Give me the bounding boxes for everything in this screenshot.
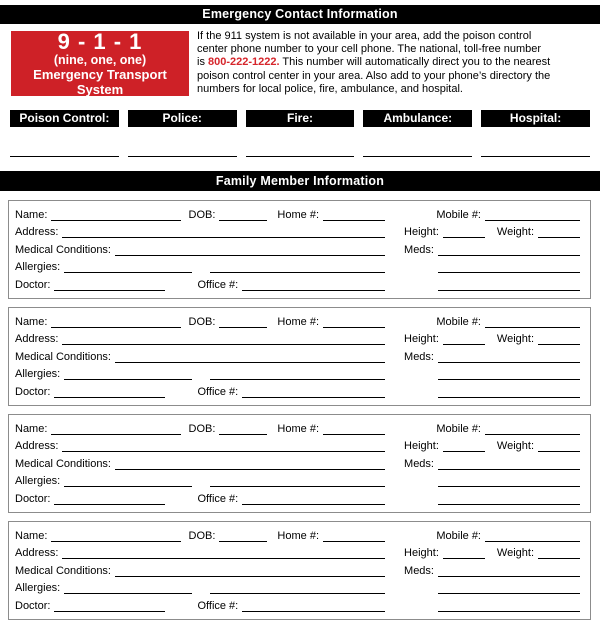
dob-blank-line: [219, 433, 267, 435]
member-row-doctor: [15, 490, 580, 508]
weight-blank-line: [538, 343, 580, 345]
meds-extra-blank-line: [438, 485, 580, 487]
member-row-medical: [15, 241, 580, 259]
member-row-address: [15, 438, 580, 456]
name-label: Name:: [15, 529, 48, 542]
name-blank-line: [51, 219, 180, 221]
family-member-header-title: Family Member Information: [215, 174, 385, 188]
member-row-name: [15, 206, 580, 224]
family-member-block: [8, 521, 591, 620]
mobile-phone-label: Mobile #:: [436, 422, 481, 435]
member-row-address: [15, 224, 580, 242]
contact-label-police: Police:: [128, 110, 237, 127]
member-row-medical: [15, 455, 580, 473]
meds-extra-blank-line-2: [438, 396, 580, 398]
meds-blank-line: [438, 254, 580, 256]
dob-label: DOB:: [188, 422, 216, 435]
member-row-allergies: [15, 259, 580, 277]
office-phone-blank-line: [242, 289, 385, 291]
family-member-block: [8, 414, 591, 513]
height-label: Height:: [404, 333, 439, 346]
medical-conditions-blank-line: [115, 575, 385, 577]
weight-label: Weight:: [496, 333, 534, 346]
home-phone-label: Home #:: [277, 422, 319, 435]
emergency-contact-header-title: Emergency Contact Information: [202, 7, 398, 21]
intro-line-3-prefix: is: [197, 56, 208, 69]
intro-line-2: center phone number to your cell phone. The national, toll-free number: [197, 43, 542, 56]
member-row-medical: [15, 562, 580, 580]
weight-blank-line: [538, 236, 580, 238]
contact-label-hospital: Hospital:: [481, 110, 590, 127]
dob-blank-line: [219, 540, 267, 542]
poison-control-phone-number: 800-222-1222.: [208, 56, 280, 69]
height-blank-line: [443, 557, 485, 559]
member-row-allergies: [15, 580, 580, 598]
height-blank-line: [443, 343, 485, 345]
height-label: Height:: [404, 226, 439, 239]
emergency-contact-header-bar: [0, 5, 600, 24]
office-phone-label: Office #:: [197, 278, 239, 291]
office-phone-blank-line: [242, 503, 385, 505]
mobile-phone-blank-line: [485, 540, 580, 542]
contact-label-ambulance: Ambulance:: [363, 110, 472, 127]
height-blank-line: [443, 236, 485, 238]
medical-conditions-label: Medical Conditions:: [15, 243, 111, 256]
doctor-label: Doctor:: [15, 492, 51, 505]
weight-blank-line: [538, 450, 580, 452]
medical-conditions-blank-line: [115, 254, 385, 256]
family-member-block: [8, 307, 591, 406]
medical-conditions-blank-line: [115, 361, 385, 363]
medical-conditions-label: Medical Conditions:: [15, 350, 111, 363]
meds-label: Meds:: [404, 243, 434, 256]
911-card: [11, 31, 189, 96]
allergies-blank-line: [64, 592, 192, 594]
name-blank-line: [51, 326, 180, 328]
dob-label: DOB:: [188, 315, 216, 328]
office-phone-label: Office #:: [197, 385, 239, 398]
height-label: Height:: [404, 440, 439, 453]
dob-blank-line: [219, 326, 267, 328]
emergency-contacts-label-row: [10, 110, 590, 127]
mobile-phone-label: Mobile #:: [436, 529, 481, 542]
medical-conditions-label: Medical Conditions:: [15, 457, 111, 470]
member-row-doctor: [15, 597, 580, 615]
member-row-name: [15, 527, 580, 545]
allergies-label: Allergies:: [15, 368, 61, 381]
intro-line-3: [197, 56, 597, 69]
office-phone-blank-line: [242, 610, 385, 612]
doctor-label: Doctor:: [15, 278, 51, 291]
home-phone-label: Home #:: [277, 315, 319, 328]
office-phone-label: Office #:: [197, 492, 239, 505]
allergies-extra-blank-line: [210, 485, 385, 487]
address-label: Address:: [15, 333, 59, 346]
member-row-address: [15, 331, 580, 349]
doctor-label: Doctor:: [15, 385, 51, 398]
address-blank-line: [62, 450, 385, 452]
meds-extra-blank-line: [438, 592, 580, 594]
home-phone-label: Home #:: [277, 208, 319, 221]
allergies-label: Allergies:: [15, 475, 61, 488]
height-label: Height:: [404, 547, 439, 560]
member-row-allergies: [15, 366, 580, 384]
home-phone-blank-line: [323, 433, 385, 435]
mobile-phone-blank-line: [485, 326, 580, 328]
home-phone-blank-line: [323, 219, 385, 221]
weight-label: Weight:: [496, 440, 534, 453]
intro-line-3-suffix: This number will automatically direct you to the nearest: [279, 56, 551, 69]
home-phone-blank-line: [323, 540, 385, 542]
family-member-blocks: [8, 200, 591, 623]
meds-blank-line: [438, 361, 580, 363]
mobile-phone-blank-line: [485, 433, 580, 435]
weight-blank-line: [538, 557, 580, 559]
allergies-label: Allergies:: [15, 582, 61, 595]
doctor-blank-line: [54, 289, 165, 291]
family-member-header-bar: [0, 171, 600, 191]
doctor-blank-line: [54, 610, 165, 612]
ambulance-blank-line: [363, 156, 472, 157]
contact-label-poison-control: Poison Control:: [10, 110, 119, 127]
doctor-blank-line: [54, 503, 165, 505]
intro-line-4: poison control center in your area. Also add to your phone’s directory the: [197, 69, 551, 82]
dob-blank-line: [219, 219, 267, 221]
name-blank-line: [51, 540, 180, 542]
weight-label: Weight:: [496, 226, 534, 239]
mobile-phone-label: Mobile #:: [436, 208, 481, 221]
meds-extra-blank-line-2: [438, 610, 580, 612]
911-number: 9 - 1 - 1: [57, 29, 143, 54]
emergency-contacts-blank-line-row: [10, 156, 590, 157]
911-caption: Emergency Transport System: [33, 67, 167, 97]
intro-line-5: numbers for local police, fire, ambulance, and hospital.: [197, 82, 463, 95]
meds-label: Meds:: [404, 457, 434, 470]
mobile-phone-blank-line: [485, 219, 580, 221]
address-blank-line: [62, 343, 385, 345]
address-blank-line: [62, 236, 385, 238]
family-member-block: [8, 200, 591, 299]
address-blank-line: [62, 557, 385, 559]
dob-label: DOB:: [188, 529, 216, 542]
member-row-doctor: [15, 383, 580, 401]
office-phone-blank-line: [242, 396, 385, 398]
intro-line-1: If the 911 system is not available in your area, add the poison control: [197, 30, 532, 42]
home-phone-blank-line: [323, 326, 385, 328]
weight-label: Weight:: [496, 547, 534, 560]
911-spelled-out: (nine, one, one): [53, 53, 147, 67]
name-blank-line: [51, 433, 180, 435]
doctor-blank-line: [54, 396, 165, 398]
name-label: Name:: [15, 315, 48, 328]
allergies-blank-line: [64, 378, 192, 380]
meds-extra-blank-line: [438, 271, 580, 273]
fire-blank-line: [246, 156, 355, 157]
poison-control-intro-text: [197, 30, 597, 96]
allergies-extra-blank-line: [210, 592, 385, 594]
member-row-name: [15, 313, 580, 331]
office-phone-label: Office #:: [197, 599, 239, 612]
member-row-name: [15, 420, 580, 438]
medical-conditions-label: Medical Conditions:: [15, 564, 111, 577]
meds-extra-blank-line: [438, 378, 580, 380]
meds-label: Meds:: [404, 350, 434, 363]
poison-control-blank-line: [10, 156, 119, 157]
name-label: Name:: [15, 422, 48, 435]
address-label: Address:: [15, 226, 59, 239]
meds-extra-blank-line-2: [438, 503, 580, 505]
meds-blank-line: [438, 575, 580, 577]
meds-blank-line: [438, 468, 580, 470]
doctor-label: Doctor:: [15, 599, 51, 612]
name-label: Name:: [15, 208, 48, 221]
height-blank-line: [443, 450, 485, 452]
meds-extra-blank-line-2: [438, 289, 580, 291]
member-row-allergies: [15, 473, 580, 491]
hospital-blank-line: [481, 156, 590, 157]
police-blank-line: [128, 156, 237, 157]
address-label: Address:: [15, 440, 59, 453]
member-row-doctor: [15, 276, 580, 294]
member-row-medical: [15, 348, 580, 366]
allergies-extra-blank-line: [210, 271, 385, 273]
home-phone-label: Home #:: [277, 529, 319, 542]
dob-label: DOB:: [188, 208, 216, 221]
address-label: Address:: [15, 547, 59, 560]
medical-conditions-blank-line: [115, 468, 385, 470]
meds-label: Meds:: [404, 564, 434, 577]
allergies-blank-line: [64, 271, 192, 273]
mobile-phone-label: Mobile #:: [436, 315, 481, 328]
allergies-blank-line: [64, 485, 192, 487]
allergies-label: Allergies:: [15, 261, 61, 274]
contact-label-fire: Fire:: [246, 110, 355, 127]
allergies-extra-blank-line: [210, 378, 385, 380]
member-row-address: [15, 545, 580, 563]
